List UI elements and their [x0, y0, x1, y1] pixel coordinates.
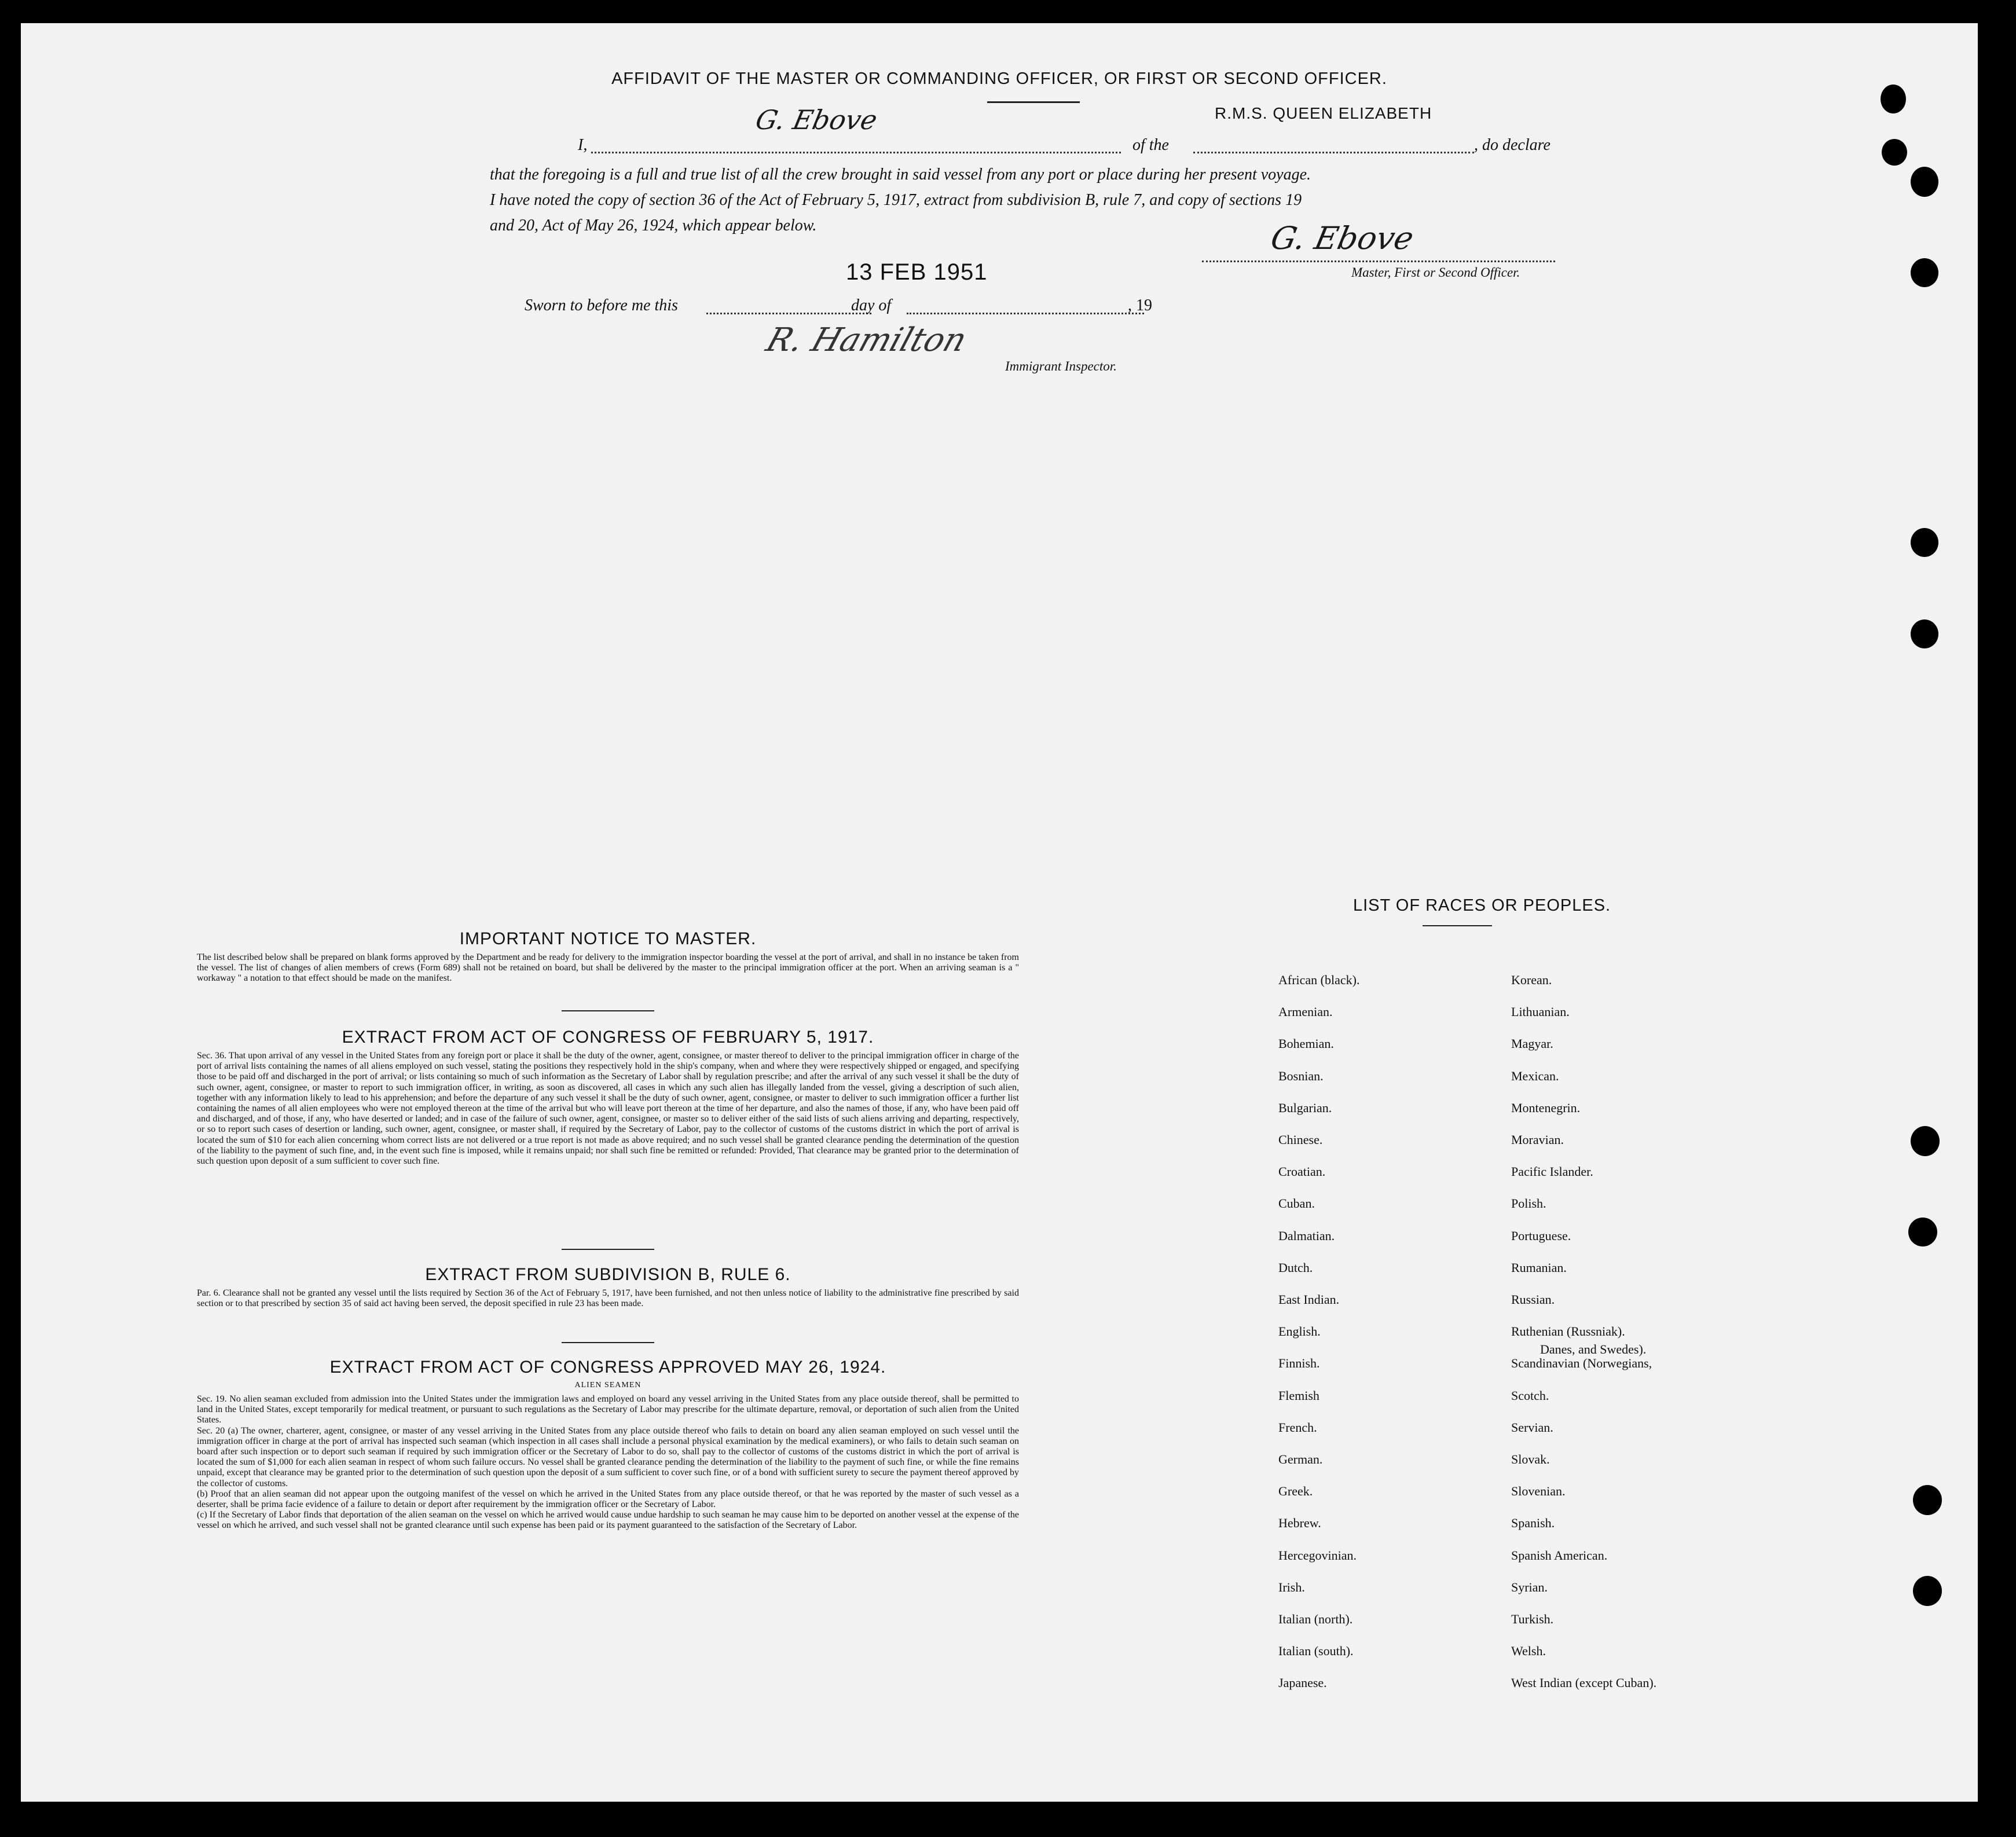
sec-20c-text: (c) If the Secretary of Labor finds that deportation of the alien seaman on the vessel on which he arrived would cause undue hardship to such seaman he may cause him to be deported on another vessel at the expense of the vessel on which he arrived, and such vessel shall not be granted clearance until such expense has been paid or its payment guaranteed to the satisfaction of the Secretary of Labor.: [197, 1510, 1019, 1531]
race-item: Portuguese.: [1511, 1228, 1571, 1243]
race-item: East Indian.: [1278, 1292, 1340, 1307]
race-item: Spanish.: [1511, 1516, 1555, 1531]
race-item: Chinese.: [1278, 1132, 1323, 1147]
race-item: Scotch.: [1511, 1388, 1549, 1403]
race-item: Italian (south).: [1278, 1644, 1354, 1659]
affidavit-body-line: and 20, Act of May 26, 1924, which appear below.: [490, 217, 817, 234]
i-label: I,: [578, 136, 588, 154]
races-heading: LIST OF RACES OR PEOPLES.: [1353, 896, 1611, 915]
punch-hole: [1881, 85, 1906, 113]
race-item: Slovenian.: [1511, 1484, 1566, 1499]
race-item: Korean.: [1511, 973, 1552, 987]
extract-1924-heading: EXTRACT FROM ACT OF CONGRESS APPROVED MAY 26, 1924.: [329, 1358, 886, 1377]
inspector-caption: Immigrant Inspector.: [1005, 359, 1117, 373]
section-divider: [562, 1249, 654, 1250]
section-divider: [562, 1342, 654, 1343]
punch-hole: [1913, 1576, 1942, 1606]
sec-19-text: Sec. 19. No alien seaman excluded from admission into the United States under the immigration laws and employed on board any vessel arriving in the United States from any place outside thereof, shall be permitted to land in the United States, except temporarily for medical treatment, or pursuant to such regulations as the Secretary of Labor may prescribe for the ultimate departure, removal, or deportation of such alien from the United States.: [197, 1394, 1019, 1425]
affidavit-body: [490, 162, 1590, 239]
races-divider: [1423, 925, 1492, 926]
extract-1924-text: [197, 1394, 1019, 1531]
vessel-line: [1193, 152, 1474, 153]
sworn-month-line: [907, 313, 1144, 314]
race-item: Servian.: [1511, 1420, 1553, 1435]
day-of-label: day of: [851, 296, 892, 314]
race-item: Mexican.: [1511, 1068, 1559, 1083]
race-item: Bulgarian.: [1278, 1100, 1332, 1115]
extract-1917-text: Sec. 36. That upon arrival of any vessel in the United States from any foreign port or place it shall be the duty of the owner, agent, consignee, or master thereof to deliver to the principal immigration officer in charge of the port of arrival lists containing the names of all aliens employed on such vessel, stating the positions they respectively hold in the ship's company, when and where they were respectively shipped or engaged, and specifying those to be paid off and discharged in the port of arrival; or lists containing so much of such information as the Secretary of Labor shall by regulation prescribe; and after the arrival of any such vessel it shall be the duty of such owner, agent, consignee, or master to report to such immigration officer, in writing, as soon as discovered, all cases in which any such alien has illegally landed from the vessel, giving a description of such alien, together with any information likely to lead to his apprehension; and before the departure of any such vessel it shall be the duty of such owner, agent, consignee, or master to deliver to such immigration officer a further list containing the names of all alien employees who were not employed thereon at the time of the arrival but who will leave port thereon at the time of her departure, and also the names of those, if any, who have been paid off and discharged, and of those, if any, who have deserted or landed; and in case of the failure of such owner, agent, consignee, or master so to deliver either of the said lists of such aliens arriving and departing, respectively, or so to report such cases of desertion or landing, such owner, agent, consignee, or master shall, if required by the Secretary of Labor, pay to the collector of customs of the customs district in which the port of arrival is located the sum of $10 for each alien concerning whom correct lists are not delivered or a true report is not made as above required; and no such vessel shall be granted clearance pending the determination of the question of the liability to the payment of such fine, and, in the event such fine is imposed, while it remains unpaid; nor shall such fine be remitted or refunded: Provided, That clearance may be granted prior to the determination of such question upon deposit of a sum sufficient to cover such fine.: [197, 1051, 1019, 1167]
race-item: Japanese.: [1278, 1675, 1327, 1691]
extract-1917-heading: EXTRACT FROM ACT OF CONGRESS OF FEBRUARY 5, 1917.: [342, 1028, 874, 1047]
do-declare-label: , do declare: [1474, 136, 1551, 154]
race-item: Turkish.: [1511, 1612, 1554, 1626]
race-item: Croatian.: [1278, 1164, 1326, 1179]
affidavit-body-line: that the foregoing is a full and true list of all the crew brought in said vessel from any port or place during her present voyage.: [490, 166, 1311, 184]
notice-text: The list described below shall be prepared on blank forms approved by the Department and be ready for delivery to the immigration inspector boarding the vessel at the port of arrival, and shall in no instance be taken from the vessel. The list of changes of alien members of crews (Form 689) shall not be retained on board, but shall be delivered by the master to the principal immigration officer at the port. When an arriving seaman is a " workaway " a notation to that effect should be made on the manifest.: [197, 952, 1019, 984]
race-item: Armenian.: [1278, 1004, 1333, 1020]
race-item: Hercegovinian.: [1278, 1548, 1357, 1563]
race-item: Magyar.: [1511, 1036, 1553, 1051]
race-item: West Indian (except Cuban).: [1511, 1675, 1657, 1691]
race-item: Irish.: [1278, 1579, 1305, 1594]
race-item: Scandinavian (Norwegians,: [1511, 1356, 1652, 1371]
race-item: Dalmatian.: [1278, 1228, 1335, 1243]
race-item: Rumanian.: [1511, 1260, 1567, 1275]
master-name-signature: G. Ebove: [753, 104, 881, 135]
punch-hole: [1911, 528, 1938, 557]
sec-20b-text: (b) Proof that an alien seaman did not appear upon the outgoing manifest of the vessel on which he arrived in the United States from any place outside thereof, or that he was reported by the master of such vessel as a deserter, shall be prima facie evidence of a failure to detain or deport after requirement by the immigration officer or the Secretary of Labor.: [197, 1488, 1019, 1510]
sworn-day-line: [706, 313, 871, 314]
punch-hole: [1911, 1126, 1940, 1156]
affidavit-body-line: I have noted the copy of section 36 of the Act of February 5, 1917, extract from subdivision B, rule 7, and copy of sections 19: [490, 191, 1302, 209]
race-item: Greek.: [1278, 1484, 1313, 1499]
race-item: Italian (north).: [1278, 1612, 1353, 1626]
notice-heading: IMPORTANT NOTICE TO MASTER.: [459, 929, 757, 948]
race-item: Bohemian.: [1278, 1036, 1334, 1051]
race-item: Welsh.: [1511, 1644, 1546, 1659]
race-item: German.: [1278, 1452, 1323, 1466]
race-item: Moravian.: [1511, 1132, 1564, 1147]
race-item: Lithuanian.: [1511, 1004, 1570, 1020]
race-item: Pacific Islander.: [1511, 1164, 1593, 1179]
inspector-signature: R. Hamilton: [761, 321, 972, 359]
vessel-name: R.M.S. QUEEN ELIZABETH: [1215, 104, 1432, 122]
alien-seamen-subheading: ALIEN SEAMEN: [574, 1381, 642, 1389]
date-stamp: 13 FEB 1951: [846, 259, 988, 285]
master-caption: Master, First or Second Officer.: [1351, 265, 1520, 280]
affidavit-heading: AFFIDAVIT OF THE MASTER OR COMMANDING OFFICER, OR FIRST OR SECOND OFFICER.: [611, 69, 1387, 88]
race-item: Polish.: [1511, 1196, 1546, 1211]
punch-hole: [1908, 1218, 1937, 1246]
race-item: Finnish.: [1278, 1356, 1320, 1371]
race-item: Danes, and Swedes).: [1540, 1342, 1647, 1356]
race-item: Russian.: [1511, 1292, 1555, 1307]
year-prefix: , 19: [1128, 296, 1152, 314]
of-the-label: of the: [1132, 136, 1169, 154]
race-item: Bosnian.: [1278, 1068, 1324, 1083]
race-item: French.: [1278, 1420, 1317, 1435]
master-signature-line: [1202, 261, 1555, 262]
punch-hole: [1882, 139, 1907, 166]
race-item: African (black).: [1278, 973, 1360, 987]
name-line: [591, 152, 1121, 153]
punch-hole: [1911, 258, 1938, 287]
race-item: Cuban.: [1278, 1196, 1315, 1211]
subdivision-heading: EXTRACT FROM SUBDIVISION B, RULE 6.: [425, 1265, 791, 1284]
document-page: [21, 23, 1978, 1802]
race-item: Syrian.: [1511, 1579, 1548, 1594]
race-item: Dutch.: [1278, 1260, 1313, 1275]
sec-20a-text: Sec. 20 (a) The owner, charterer, agent, consignee, or master of any vessel arriving in the United States from any place outside thereof who fails to detain on board any alien seaman employed on such vessel until the immigration officer in charge at the port of arrival has inspected such seaman (which inspection in all cases shall include a personal physical examination by the medical examiners), or who fails to detain such seaman on board after such inspection or to deport such seaman if required by such immigration officer or the Secretary of Labor to do so, shall pay to the collector of customs of the customs district in which the port of arrival is located the sum of $1,000 for each alien seaman in respect of whom such failure occurs. No vessel shall be granted clearance pending the determination of the liability to the payment of such fine, or while the fine remains unpaid, except that clearance may be granted prior to the determination of such question upon the deposit of a sum sufficient to cover such fine, or of a bond with sufficient surety to secure the payment thereof approved by the collector of customs.: [197, 1425, 1019, 1488]
punch-hole: [1911, 619, 1938, 648]
master-signature: G. Ebove: [1267, 220, 1417, 256]
race-item: Spanish American.: [1511, 1548, 1608, 1563]
race-item: Hebrew.: [1278, 1516, 1321, 1531]
race-item: English.: [1278, 1324, 1321, 1339]
race-item: Flemish: [1278, 1388, 1319, 1403]
race-item: Montenegrin.: [1511, 1100, 1581, 1115]
section-divider: [562, 1010, 654, 1011]
race-item: Ruthenian (Russniak).: [1511, 1324, 1625, 1339]
punch-hole: [1911, 167, 1938, 197]
punch-hole: [1913, 1485, 1942, 1515]
race-item: Slovak.: [1511, 1452, 1550, 1466]
heading-divider: [987, 101, 1080, 103]
sworn-label: Sworn to before me this: [525, 296, 678, 314]
subdivision-text: Par. 6. Clearance shall not be granted any vessel until the lists required by Section 36 of the Act of February 5, 1917, have been furnished, and not then unless notice of liability to the administrative fine prescribed by said section or to that prescribed by section 35 of said act having been served, the deposit specified in rule 23 has been made.: [197, 1288, 1019, 1309]
